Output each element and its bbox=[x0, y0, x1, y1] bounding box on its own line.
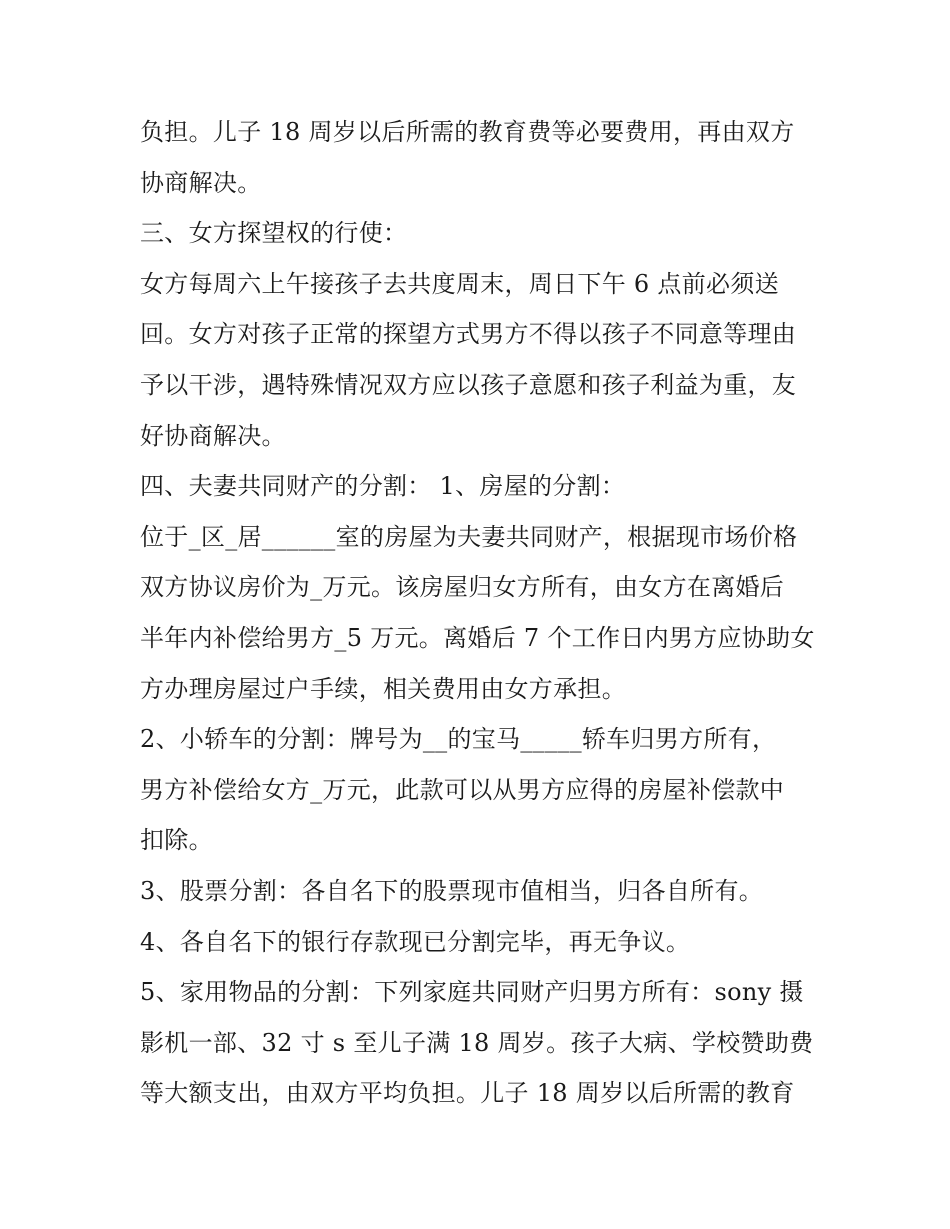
item-car-division: 2、小轿车的分割：牌号为__的宝马_____轿车归男方所有， bbox=[140, 725, 777, 754]
text-line-4: 女方每周六上午接孩子去共度周末，周日下午 6 点前必须送 bbox=[140, 269, 779, 298]
item-stock-division: 3、股票分割：各自名下的股票现市值相当，归各自所有。 bbox=[140, 876, 764, 905]
text-line-15: 扣除。 bbox=[140, 826, 213, 855]
text-line-7: 好协商解决。 bbox=[140, 421, 286, 450]
section-heading-property: 四、夫妻共同财产的分割： 1、房屋的分割： bbox=[140, 472, 626, 501]
item-household-goods-division: 5、家用物品的分割：下列家庭共同财产归男方所有：sony 摄 bbox=[140, 978, 804, 1007]
text-line-11: 半年内补偿给男方_5 万元。离婚后 7 个工作日内男方应协助女 bbox=[140, 623, 815, 652]
text-line-12: 方办理房屋过户手续，相关费用由女方承担。 bbox=[140, 674, 626, 703]
text-line-1: 负担。儿子 18 周岁以后所需的教育费等必要费用，再由双方 bbox=[140, 118, 795, 146]
text-line-9: 位于_区_居______室的房屋为夫妻共同财产，根据现市场价格 bbox=[140, 522, 798, 551]
text-line-19: 影机一部、32 寸 s 至儿子满 18 周岁。孩子大病、学校赞助费 bbox=[140, 1028, 814, 1057]
text-line-10: 双方协议房价为_万元。该房屋归女方所有，由女方在离婚后 bbox=[140, 573, 785, 602]
text-line-5: 回。女方对孩子正常的探望方式男方不得以孩子不同意等理由 bbox=[140, 320, 797, 349]
text-line-2: 协商解决。 bbox=[140, 168, 262, 197]
document-body bbox=[140, 107, 820, 1119]
text-line-6: 予以干涉，遇特殊情况双方应以孩子意愿和孩子利益为重，友 bbox=[140, 370, 797, 399]
item-bank-deposit-division: 4、各自名下的银行存款现已分割完毕，再无争议。 bbox=[140, 927, 691, 956]
text-line-14: 男方补偿给女方_万元，此款可以从男方应得的房屋补偿款中 bbox=[140, 775, 785, 804]
text-line-20: 等大额支出，由双方平均负担。儿子 18 周岁以后所需的教育 bbox=[140, 1079, 795, 1108]
section-heading-visitation: 三、女方探望权的行使： bbox=[140, 219, 408, 248]
